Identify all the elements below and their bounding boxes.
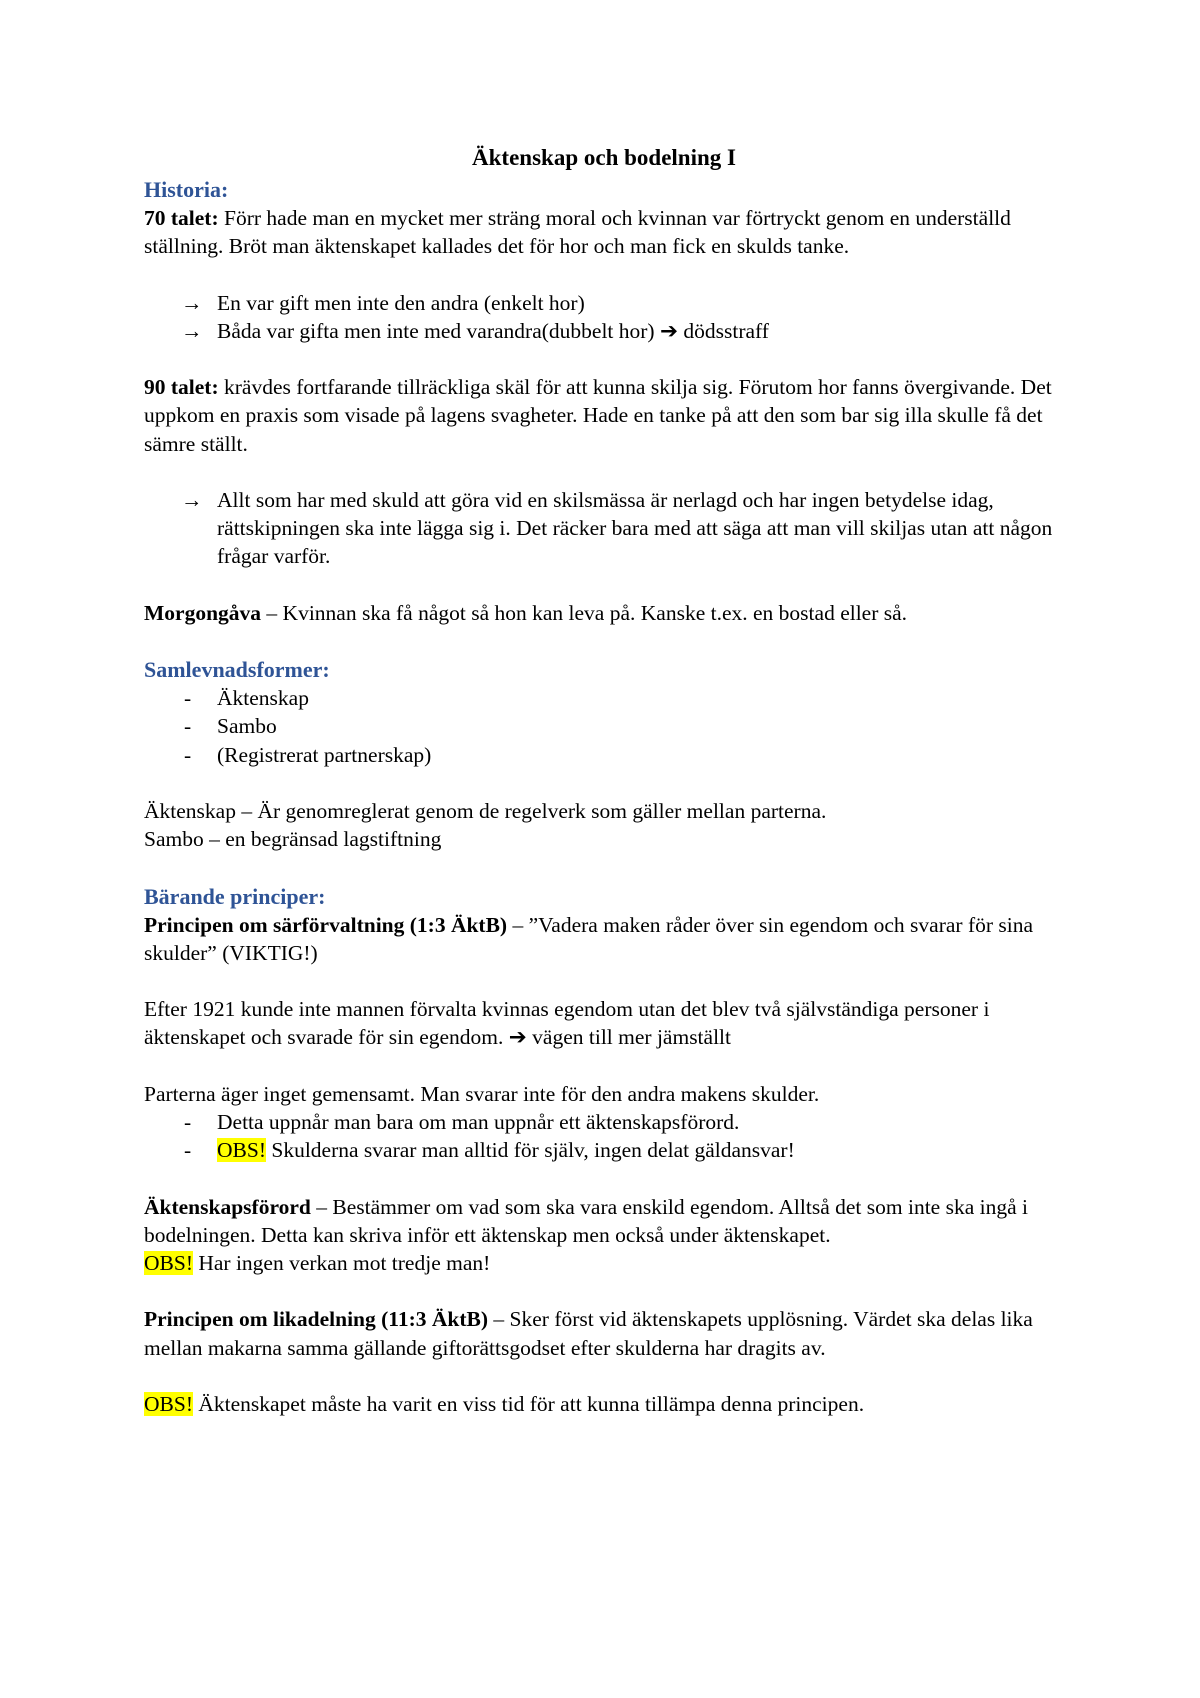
arrow-list-90 xyxy=(144,486,1064,571)
dash-list-item xyxy=(144,1136,1064,1164)
text-likadelning: – Sker först vid äktenskapets upplösning. Värdet ska delas lika mellan makarna samma gällande giftorättsgodset efter skulderna har dragits av. xyxy=(144,1307,1033,1360)
section-heading-barande-principer: Bärande principer: xyxy=(144,883,326,909)
dash-bullet: - xyxy=(184,1109,192,1134)
line-aktenskap: Äktenskap – Är genomreglerat genom de regelverk som gäller mellan parterna. xyxy=(144,798,827,823)
text-final-obs: Äktenskapet måste ha varit en viss tid för att kunna tillämpa denna principen. xyxy=(192,1391,865,1416)
dash-item-text: (Registrerat partnerskap) xyxy=(217,742,432,767)
arrow-right-icon: → xyxy=(181,290,203,315)
arrow-item-text: En var gift men inte den andra (enkelt hor) xyxy=(217,290,585,315)
page-title: Äktenskap och bodelning I xyxy=(472,145,736,170)
text-sarforvaltning: – ”Vadera maken råder över sin egendom och svarar för sina skulder” (VIKTIG!) xyxy=(144,912,1034,965)
dash-list-item xyxy=(144,1108,1064,1136)
arrow-right-icon: → xyxy=(181,318,203,343)
line-sambo: Sambo – en begränsad lagstiftning xyxy=(144,827,442,852)
dash-list-samlevnad xyxy=(144,684,1064,769)
section-heading-samlevnadsformer: Samlevnadsformer: xyxy=(144,657,330,683)
label-90-talet: 90 talet: xyxy=(144,375,219,400)
dash-item-text: Detta uppnår man bara om man uppnår ett äktenskapsförord. xyxy=(217,1109,740,1134)
paragraph-final-obs xyxy=(144,1390,1064,1418)
arrow-item-tail: dödsstraff xyxy=(677,318,769,343)
dash-list-parterna xyxy=(144,1108,1064,1164)
text-efter-1921: Efter 1921 kunde inte mannen förvalta kvinnas egendom utan det blev två självständiga personer i äktenskapet och svarade för sin egendom. xyxy=(144,997,990,1050)
arrow-right-icon: ➔ xyxy=(508,1025,527,1050)
dash-bullet: - xyxy=(184,714,192,739)
dash-item-text: Skulderna svarar man alltid för själv, ingen delat gäldansvar! xyxy=(265,1138,795,1163)
label-likadelning: Principen om likadelning (11:3 ÄktB) xyxy=(144,1307,489,1332)
paragraph-70-talet xyxy=(144,204,1064,260)
text-forord-obs: Har ingen verkan mot tredje man! xyxy=(192,1250,491,1275)
text-efter-1921-tail: vägen till mer jämställt xyxy=(526,1025,731,1050)
arrow-list-item xyxy=(144,289,1064,317)
text-90-talet: krävdes fortfarande tillräckliga skäl för att kunna skilja sig. Förutom hor fanns övergivande. Det uppkom en praxis som visade på lagens svagheter. Hade en tanke på att den som bar sig illa skulle få det sämre ställt. xyxy=(144,375,1052,456)
arrow-item-text: Allt som har med skuld att göra vid en skilsmässa är nerlagd och har ingen betydelse idag, rättskipningen ska inte lägga sig i. Det räcker bara med att säga att man vill skiljas utan att någon frågar varför. xyxy=(217,487,1053,569)
label-70-talet: 70 talet: xyxy=(144,206,219,230)
text-morgongava: – Kvinnan ska få något så hon kan leva på. Kanske t.ex. en bostad eller så. xyxy=(261,600,908,625)
dash-item-text: Sambo xyxy=(217,714,277,739)
paragraph-morgongava xyxy=(144,599,1064,627)
section-heading-historia: Historia: xyxy=(144,177,229,202)
dash-list-item xyxy=(144,741,1064,769)
paragraph-aktenskapsforord xyxy=(144,1193,1064,1278)
arrow-list-item xyxy=(144,317,1064,345)
dash-bullet: - xyxy=(184,1138,192,1163)
arrow-right-icon: → xyxy=(181,487,203,512)
text-aktenskapsforord: – Bestämmer om vad som ska vara enskild egendom. Alltså det som inte ska ingå i bodelningen. Detta kan skriva inför ett äktenskap men också under äktenskapet. xyxy=(144,1194,1028,1247)
paragraph-efter-1921 xyxy=(144,995,1064,1051)
obs-highlight: OBS! xyxy=(144,1391,193,1416)
arrow-list-item xyxy=(144,486,1064,571)
arrow-item-text: Båda var gifta men inte med varandra(dubbelt hor) xyxy=(217,318,660,343)
arrow-list-70 xyxy=(144,289,1064,345)
text-70-talet: Förr hade man en mycket mer sträng moral och kvinnan var förtryckt genom en underställd ställning. Bröt man äktenskapet kallades det för hor och man fick en skulds tanke. xyxy=(144,206,1011,259)
dash-list-item xyxy=(144,712,1064,740)
paragraph-parterna: Parterna äger inget gemensamt. Man svarar inte för den andra makens skulder. xyxy=(144,1081,820,1106)
dash-list-item xyxy=(144,684,1064,712)
obs-highlight: OBS! xyxy=(144,1250,193,1275)
paragraph-likadelning xyxy=(144,1305,1064,1361)
label-morgongava: Morgongåva xyxy=(144,600,262,625)
dash-bullet: - xyxy=(184,742,192,767)
dash-bullet: - xyxy=(184,686,192,711)
label-aktenskapsforord: Äktenskapsförord xyxy=(144,1194,311,1219)
paragraph-90-talet xyxy=(144,373,1064,458)
arrow-right-icon: ➔ xyxy=(659,318,678,343)
label-sarforvaltning: Principen om särförvaltning (1:3 ÄktB) xyxy=(144,912,508,937)
paragraph-sarforvaltning xyxy=(144,911,1064,967)
obs-highlight: OBS! xyxy=(217,1138,266,1163)
dash-item-text: Äktenskap xyxy=(217,686,309,711)
document-body xyxy=(144,143,1064,1418)
